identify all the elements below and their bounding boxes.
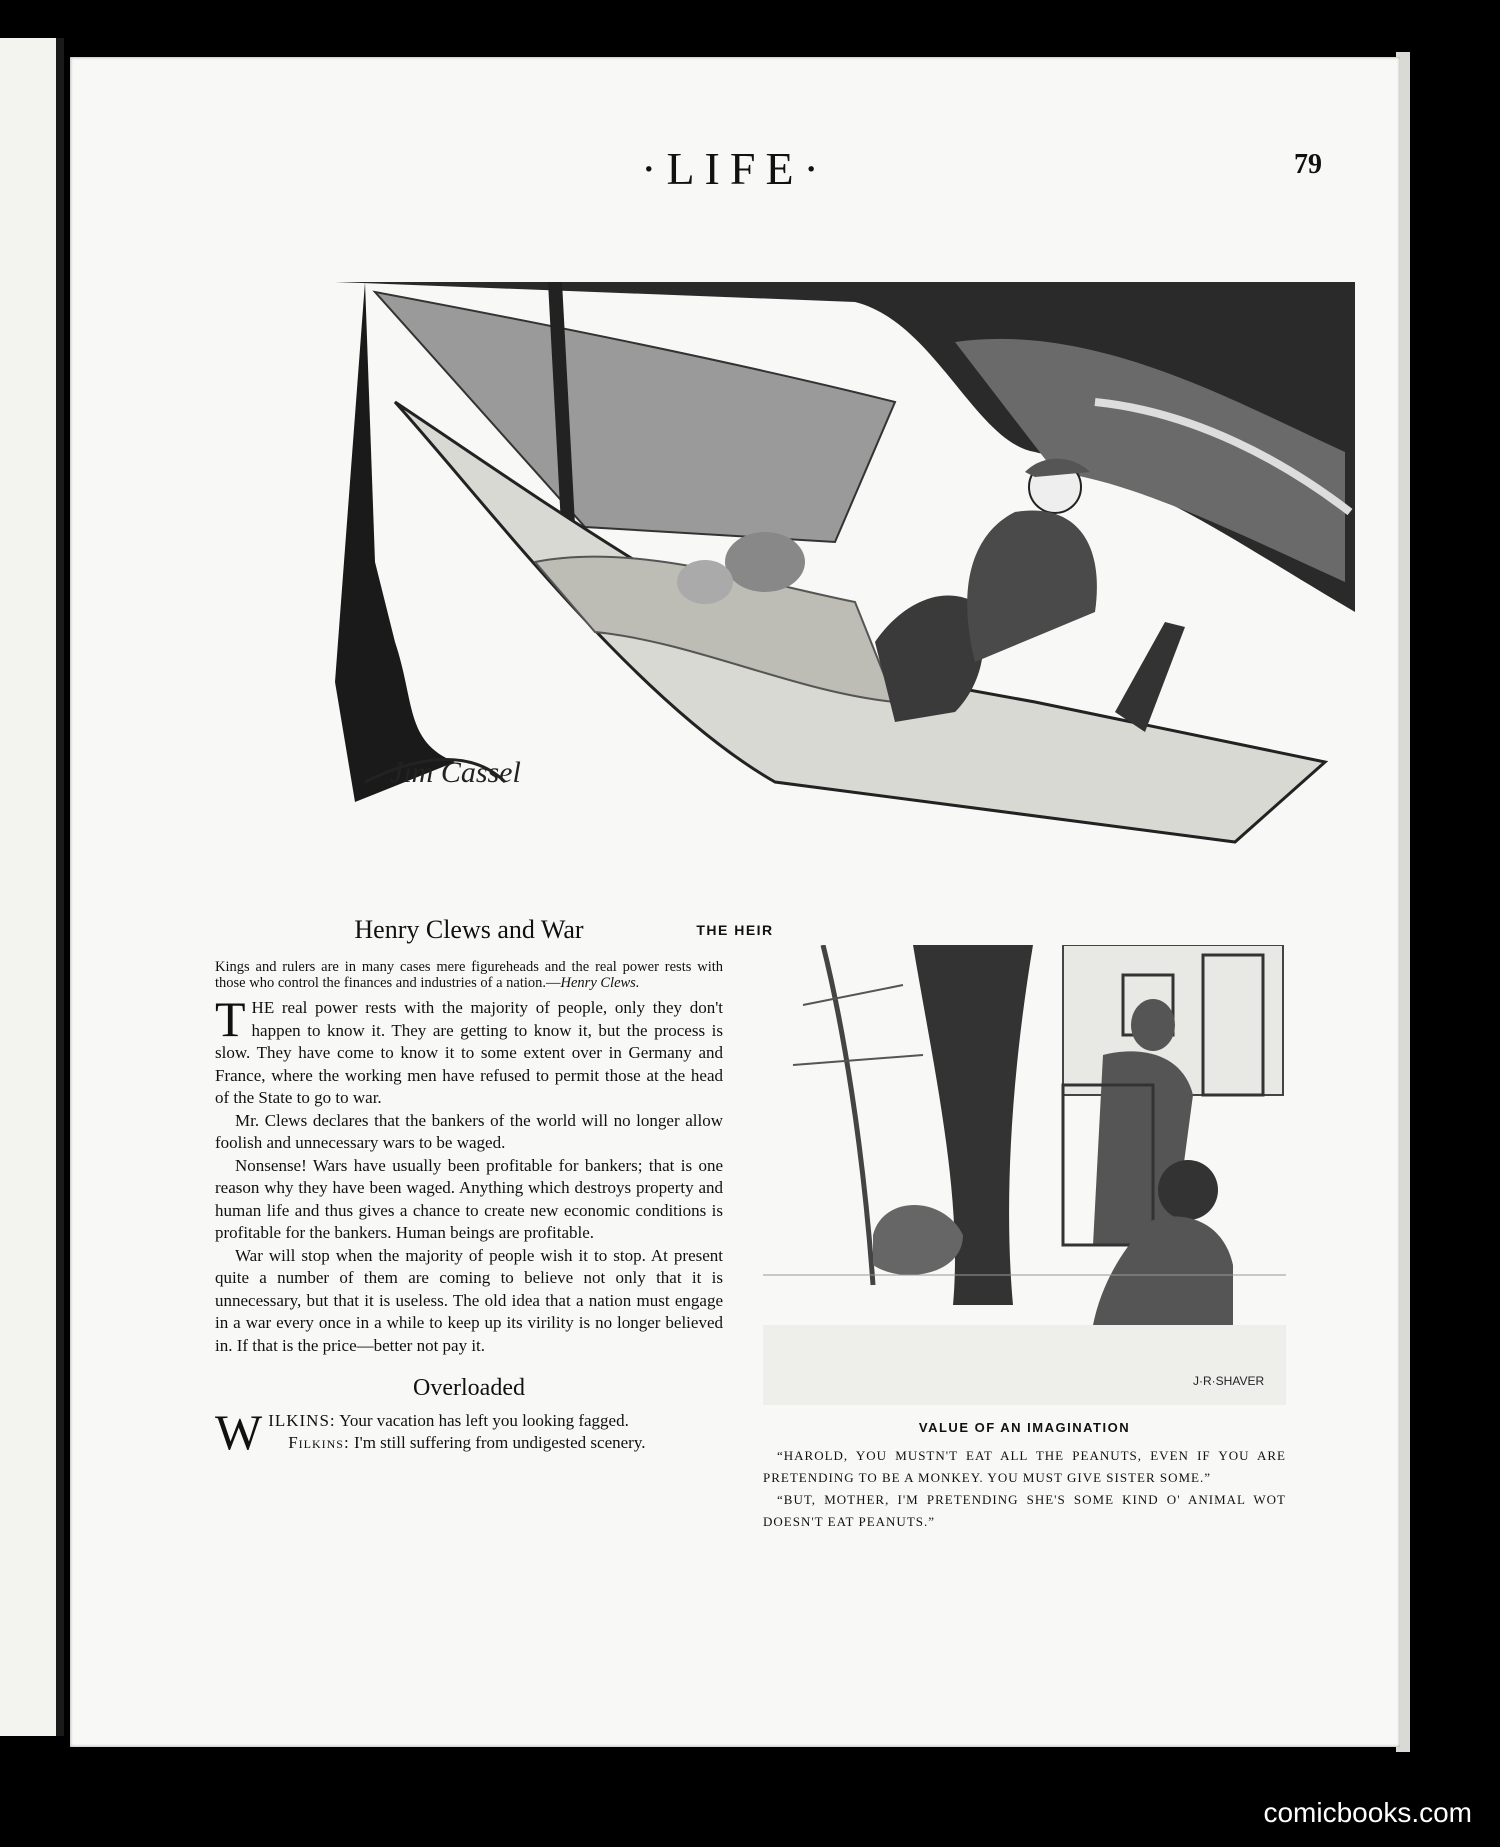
garden-mother-child-illustration: [763, 945, 1286, 1405]
drop-cap: T: [215, 991, 246, 1047]
article-column: [215, 915, 723, 1460]
paragraph-3: Nonsense! Wars have usually been profitable for bankers; that is one reason why they have been waged. Anything which destroys property and human life and thus gives a chance to create new economic conditions is profitable for the bankers. Human beings are profitable.: [215, 1155, 723, 1242]
signature: J·R·SHAVER: [1193, 1374, 1265, 1388]
watermark: comicbooks.com: [1263, 1797, 1472, 1828]
article-body: [215, 991, 723, 1357]
sailboat-boy-illustration: [335, 282, 1355, 907]
right-caption-title: VALUE OF AN IMAGINATION: [918, 1420, 1131, 1435]
epigraph-text: Kings and rulers are in many cases mere figureheads and the real power rests with those who control the finances and industries of a nation.—: [215, 959, 723, 991]
left-page-margin: [0, 38, 58, 1736]
caption-line-2: “BUT, MOTHER, I'M PRETENDING SHE'S SOME KIND O' ANIMAL WOT DOESN'T EAT PEANUTS.”: [763, 1492, 1286, 1529]
paragraph-text: HE real power rests with the majority of people, only they don't happen to know it. They are getting to know it, but the process is slow. They have come to know it to some extent over in Germany and France, where the working men have refused to permit those at the head of the State to go to war.: [215, 998, 723, 1107]
paragraph-4: War will stop when the majority of people wish it to stop. At present quite a number of them are coming to believe not only that it is unnecessary, but that it is useless. The old idea that a nation must engage in a war every once in a while to keep up its virility is no longer believed in. If that is the price—better not pay it.: [215, 1245, 723, 1355]
paragraph-2: Mr. Clews declares that the bankers of the world will no longer allow foolish and unnecessary wars to be waged.: [215, 1110, 723, 1152]
right-caption-text: [763, 1445, 1286, 1533]
dialogue: [215, 1404, 723, 1460]
svg-text:Jim Cassel: Jim Cassel: [390, 756, 521, 789]
masthead: ·LIFE·: [641, 143, 829, 194]
dialogue-line-2: [215, 1432, 723, 1454]
illustration-caption: THE HEIR: [696, 922, 774, 938]
page-number: 79: [1294, 149, 1322, 180]
paragraph-1: [215, 991, 723, 1110]
page-gutter: [56, 38, 64, 1736]
epigraph-author: Henry Clews.: [560, 975, 640, 991]
epigraph: [215, 959, 723, 991]
caption-line-1: “HAROLD, YOU MUSTN'T EAT ALL THE PEANUTS, EVEN IF YOU ARE PRETENDING TO BE A MONKEY. YOU MUST GIVE SISTER SOME.”: [763, 1448, 1286, 1485]
dialogue-text: I'm still suffering from undigested scenery.: [349, 1433, 646, 1452]
dialogue-text: Your vacation has left you looking fagged.: [335, 1411, 629, 1430]
drop-cap-w: W: [215, 1404, 263, 1460]
section-title: Overloaded: [413, 1375, 525, 1401]
speaker-name: Filkins:: [288, 1433, 350, 1452]
speaker-name: ILKINS:: [268, 1411, 336, 1430]
article-title: Henry Clews and War: [354, 915, 584, 944]
